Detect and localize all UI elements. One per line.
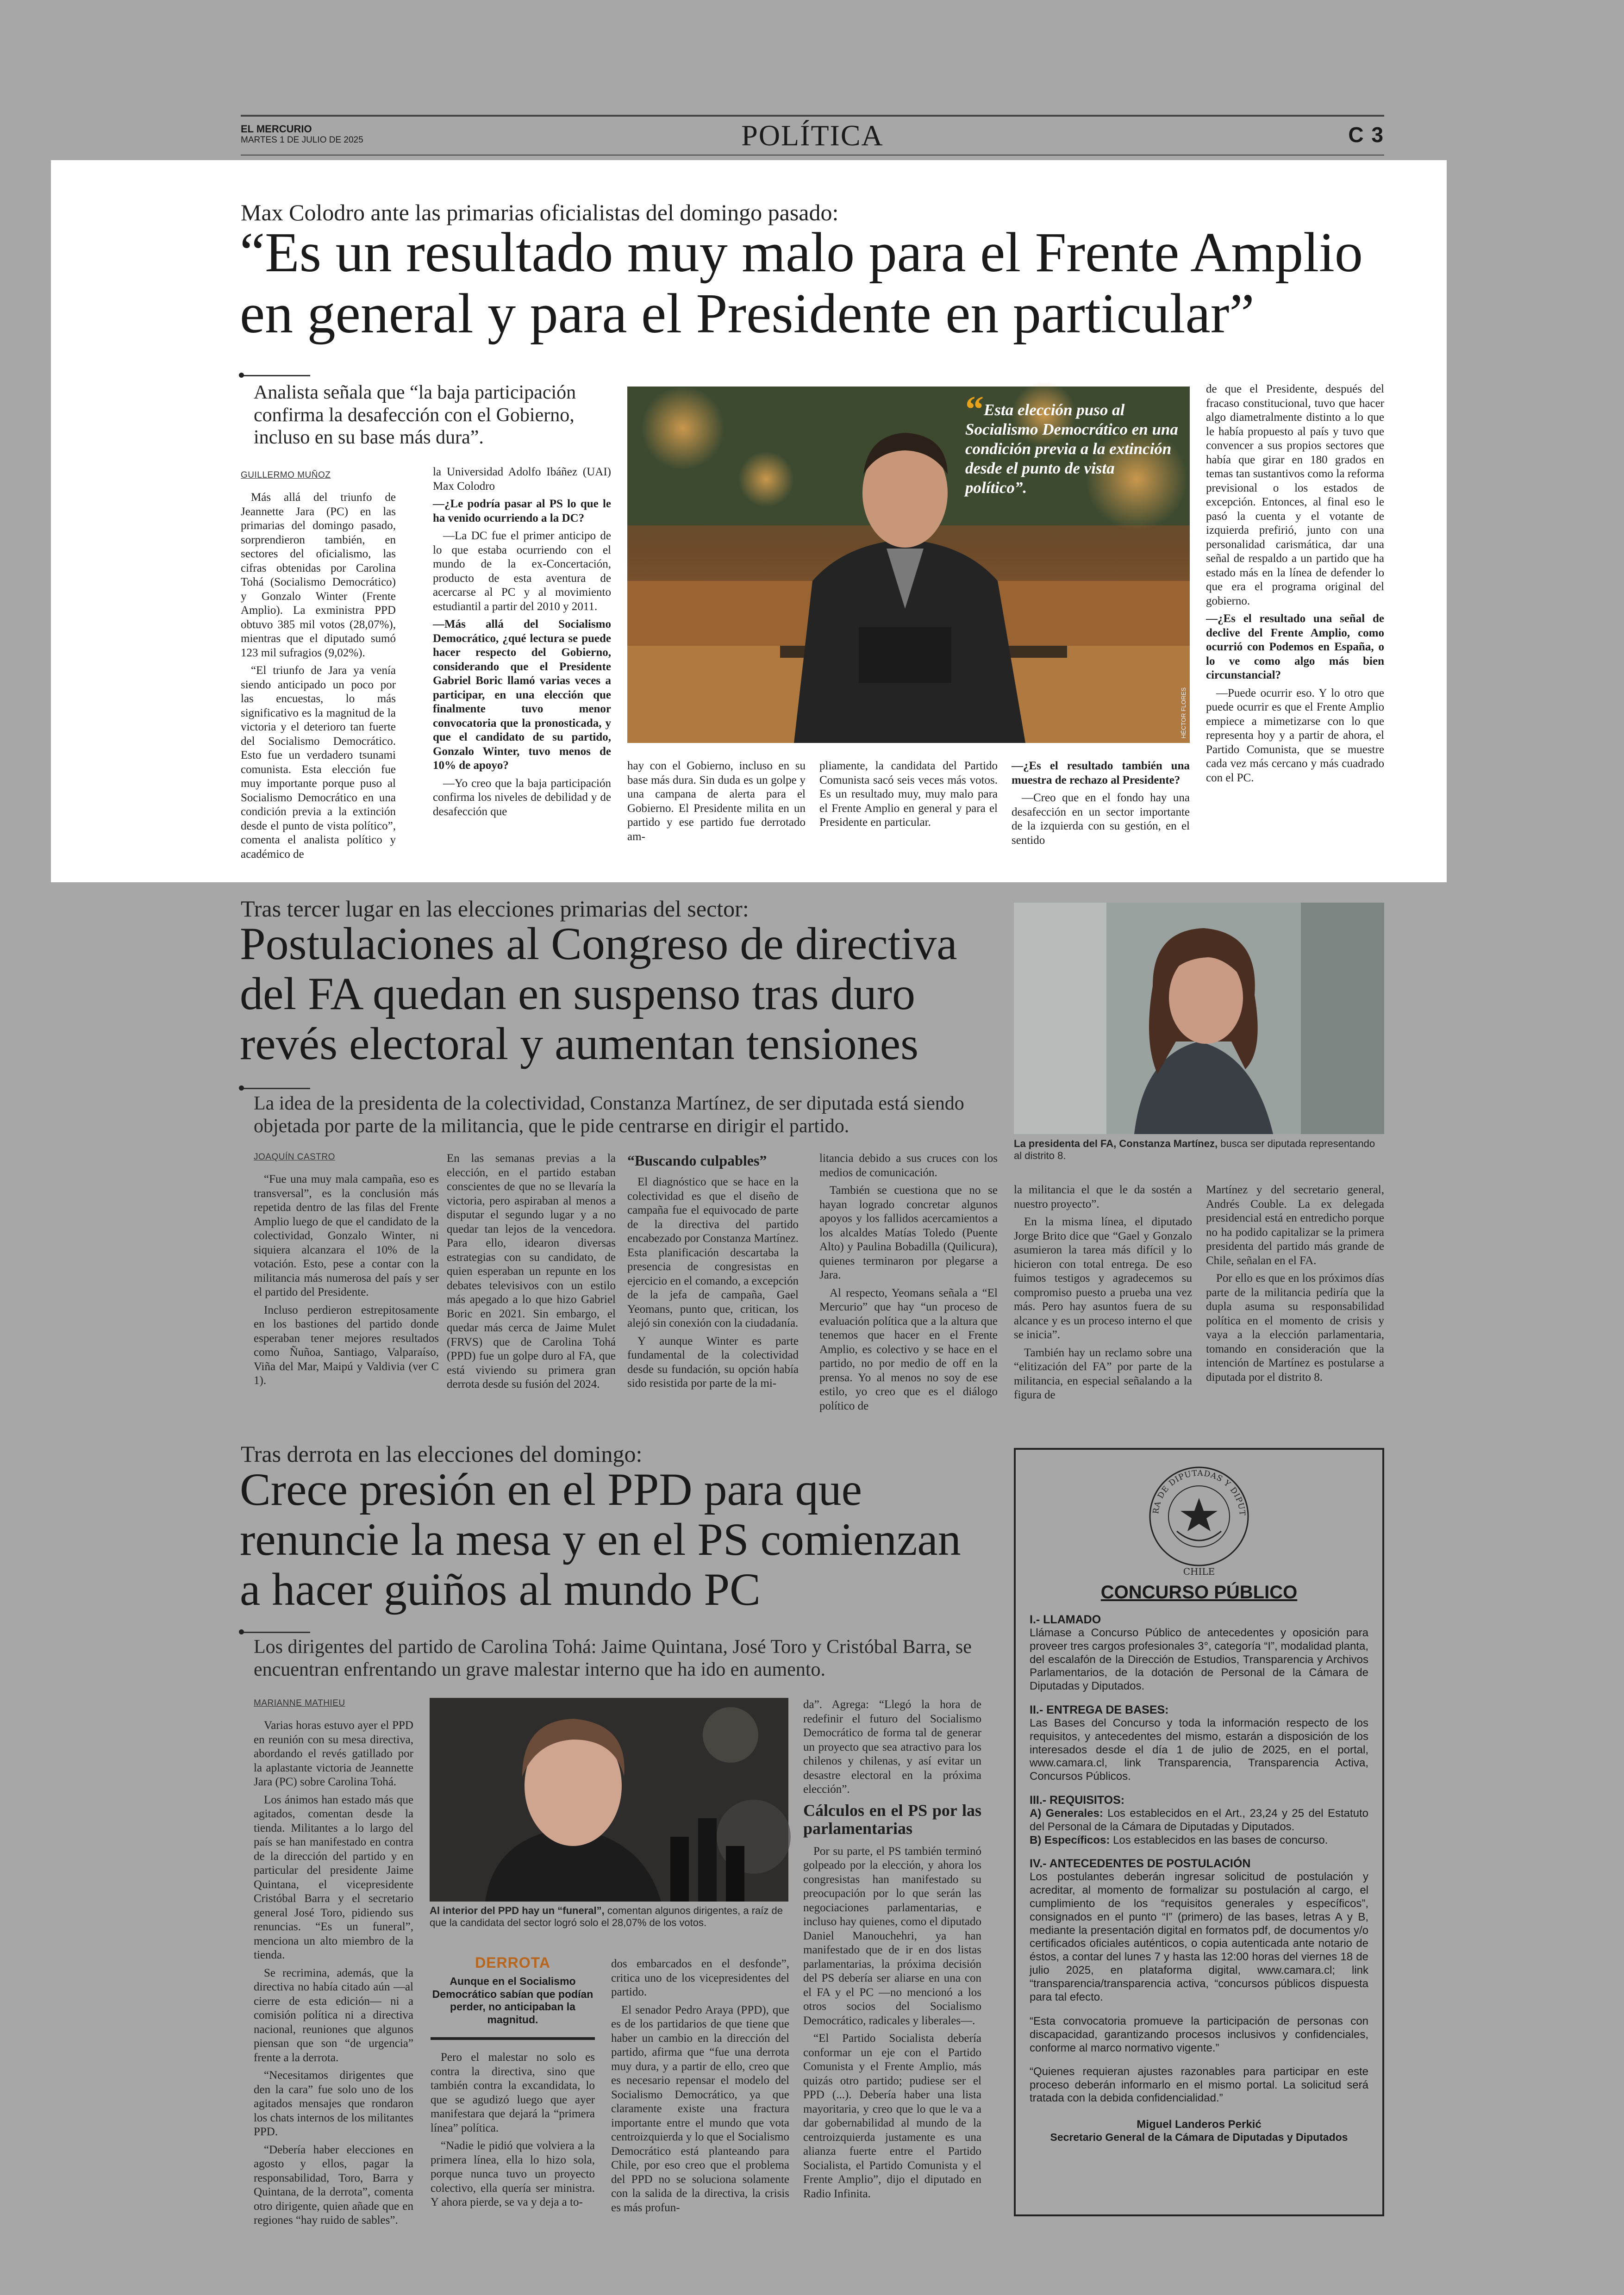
paragraph: En las semanas previas a la elección, en el partido estaban conscientes de que no se llevaría la victoria, pero aspiraban al menos a disputar el segundo lugar y a no quedar tan lejos de la vencedora. Para ello, idearon diversas estrategias con su candidato, de quien esperaban un repunte en los debates televisivos con un estilo más apegado a lo que hizo Gabriel Boric en 2021. Sin embargo, el quedar más cerca de Jaime Mulet (FRVS) que de Carolina Tohá (PPD) fue un golpe duro al FA, que está viviendo su primera gran derrota desde su fusión del 2024. xyxy=(447,1152,616,1391)
article1-col2 xyxy=(433,465,611,849)
paragraph: la Universidad Adolfo Ibáñez (UAI) Max Colodro xyxy=(433,466,611,493)
article2-caption xyxy=(1014,1138,1384,1162)
paragraph: “El triunfo de Jara ya venía siendo anticipado un poco por las encuestas, lo más significativo es la magnitud de la victoria y el deterioro tan fuerte del Socialismo Democrático. Esto fue un verdadero tsunami comunista. Esta elección fue muy importante porque puso al Socialismo Democrático en una condición previa a la extinción desde el punto de vista político”, comenta el analista político y académico de xyxy=(241,664,396,861)
paper-name: EL MERCURIO xyxy=(241,123,312,135)
paragraph: pliamente, la candidata del Partido Comunista sacó seis veces más votos. Es un resultado muy, muy malo para el Frente Amplio en general y para el Presidente en particular. xyxy=(819,760,998,829)
caption-bold: Al interior del PPD hay un “funeral”, xyxy=(430,1905,605,1916)
article3-sidebox xyxy=(431,1954,595,2040)
article2-kicker: Tras tercer lugar en las elecciones primarias del sector: xyxy=(241,896,749,922)
seal-country: CHILE xyxy=(1183,1566,1215,1577)
question: —Más allá del Socialismo Democrático, ¿qué lectura se puede hacer respecto del Gobierno, considerando que el Presidente Gabriel Boric llamó varias veces a participar, en una elección que finalmente tuvo menor convocatoria que la pronosticada, y que el candidato de su partido, Gonzalo Winter, tuvo menos de 10% de apoyo? xyxy=(433,618,611,772)
article1-lead: Analista señala que “la baja participación confirma la desafección con el Gobierno, incluso en su base más dura”. xyxy=(254,382,576,449)
notice-section1-text: Llámase a Concurso Público de antecedentes y oposición para proveer tres cargos profesionales 3°, categoría “I”, modalidad planta, del escalafón de la Dirección de Estudios, Transparencia y Archivos Parlamentarios, de la dotación de Personal de la Cámara de Diputadas y Diputados. xyxy=(1030,1627,1368,1693)
notice-section1-title: I.- LLAMADO xyxy=(1030,1613,1101,1626)
notice-section3-b xyxy=(1030,1834,1368,1847)
question: —¿Es el resultado también una muestra de rechazo al Presidente? xyxy=(1012,760,1190,786)
paragraph: —Creo que en el fondo hay una desafección en un sector importante de la izquierda con su gestión, en el sentido xyxy=(1012,792,1190,847)
notice-signer-title: Secretario General de la Cámara de Diputadas y Diputados xyxy=(1050,2131,1348,2144)
article1-col3 xyxy=(627,759,806,852)
caption-bold: La presidenta del FA, Constanza Martínez, xyxy=(1014,1138,1218,1149)
paragraph: de que el Presidente, después del fracaso constitucional, tuvo que hacer algo diametralmente distinto a lo que le había propuesto al país y tuvo que convencer a sus propios sectores que había que girar en 180 grados en temas tan sustantivos como la reforma previsional o los estados de excepción. Entonces, al final eso le pasó la cuenta y el votante de izquierda prefirió, junto con una personalidad carismática, dar una señal de respaldo a un partido que ha estado más en la línea de defender lo que era el programa original del gobierno. xyxy=(1206,383,1384,607)
paragraph: El senador Pedro Araya (PPD), que es de los partidarios de que tiene que haber un cambio en la dirección del partido, afirma que “fue una derrota muy dura, y a partir de ello, creo que es necesario repensar el modelo del Socialismo Democrático, ya que claramente existe una fractura importante entre el mundo que vota centroizquierda y lo que el Socialismo Democrático está planteando para Chile, por eso creo que el problema del PPD no se soluciona solamente con la salida de la directiva, la crisis es más profun- xyxy=(611,2003,789,2214)
article3-byline: MARIANNE MATHIEU xyxy=(254,1698,345,1708)
sidebox-title: DERROTA xyxy=(475,1954,550,1971)
photo-quote-text: Esta elección puso al Socialismo Democrático en una condición previa a la extinción desde el punto de vista político”. xyxy=(965,401,1178,497)
paragraph: —Yo creo que la baja participación confirma los niveles de debilidad y de desafección que xyxy=(433,777,611,818)
paragraph: “Nadie le pidió que volviera a la primera línea, ella lo hizo sola, porque nunca tuvo un proyecto colectivo, ella quería ser ministra. Y ahora pierde, se va y deja a to- xyxy=(431,2139,595,2208)
article2-headline-line3: revés electoral y aumentan tensiones xyxy=(240,1018,919,1069)
article2-col3 xyxy=(627,1148,799,1411)
notice-section4-title: IV.- ANTECEDENTES DE POSTULACIÓN xyxy=(1030,1857,1251,1871)
paragraph: Incluso perdieron estrepitosamente en los bastiones del partido donde esperaban tener mejores resultados como Ñuñoa, Santiago, Valparaíso, Viña del Mar, Maipú y Valdivia (ver C 1). xyxy=(254,1303,439,1387)
article3-bullet xyxy=(239,1629,244,1634)
article3-kicker: Tras derrota en las elecciones del domingo: xyxy=(241,1441,643,1467)
paragraph: hay con el Gobierno, incluso en su base más dura. Sin duda es un golpe y una campana de alerta para el Gobierno. El Presidente milita en un partido y ese partido fue derrotado am- xyxy=(627,760,806,843)
article3-headline-line3: a hacer guiños al mundo PC xyxy=(240,1564,761,1615)
article1-byline: GUILLERMO MUÑOZ xyxy=(241,470,331,480)
article1-headline-line1: “Es un resultado muy malo para el Frente Amplio xyxy=(240,221,1363,284)
public-notice xyxy=(1014,1448,1384,2216)
chamber-seal xyxy=(1134,1462,1264,1578)
article2-lead: La idea de la presidenta de la colectividad, Constanza Martínez, de ser diputada está siendo objetada por parte de la militancia, que le pide centrarse en dirigir el partido. xyxy=(254,1093,964,1137)
chamber-seal-icon xyxy=(1134,1462,1264,1578)
paragraph: Por ello es que en los próximos días parte de la militancia pediría que la dupla asuma su responsabilidad política en el momento de crisis y vaya a la elección parlamentaria, tomando en consideración que la intención de Martínez es postularse a diputada por el distrito 8. xyxy=(1206,1272,1384,1384)
article1-rule xyxy=(241,375,310,376)
paragraph: “Necesitamos dirigentes que den la cara” fue solo uno de los agitados mensajes que rondaron los chats internos de los militantes PPD. xyxy=(254,2069,413,2139)
paragraph: litancia debido a sus cruces con los medios de comunicación. xyxy=(819,1152,998,1179)
notice-section2-text: Las Bases del Concurso y toda la información respecto de los requisitos, y antecedentes del mismo, estarán a disposición de los interesados desde el día 1 de julio de 2025, en el portal, www.camara.cl, link Transparencia, Transparencia Activa, Concursos Públicos. xyxy=(1030,1716,1368,1783)
article3-col3 xyxy=(611,1957,789,2214)
page-number: C 3 xyxy=(1348,123,1384,147)
paragraph: Varias horas estuvo ayer el PPD en reunión con su mesa directiva, abordando el revés gatillado por la aplastante victoria de Jeannette Jara (PC) sobre Carolina Tohá. xyxy=(254,1719,413,1789)
article2-col2 xyxy=(447,1152,616,1411)
article3-rule xyxy=(241,1632,310,1633)
seal-text: RA DE DIPUTADAS Y DIPUT xyxy=(1151,1468,1247,1516)
paragraph: “Debería haber elecciones en agosto y ellos, pagar la responsabilidad, Toro, Barra y Quintana, de la derrota”, comenta otro dirigente, quien añade que en regiones “hay ruido de sables”. xyxy=(254,2143,413,2227)
paragraph: Y aunque Winter es parte fundamental de la colectividad desde su fundación, su opción había sido resistida por parte de la mi- xyxy=(627,1335,799,1390)
paragraph: En la misma línea, el diputado Jorge Brito dice que “Gael y Gonzalo asumieron la tarea más difícil y lo hicieron con total entrega. De eso fuimos testigos y agradecemos su compromiso puesto a prueba una vez más. Pero hay asuntos fuera de su alcance y es un proceso interno el que se inicia”. xyxy=(1014,1216,1192,1341)
paragraph: También se cuestiona que no se hayan logrado concretar algunos apoyos y los fallidos acercamientos a los alcaldes Matías Toledo (Puente Alto) y Paulina Bobadilla (Quilicura), quienes terminaron por plegarse a Jara. xyxy=(819,1184,998,1281)
paragraph: El diagnóstico que se hace en la colectividad es que el diseño de campaña fue el equivocado de parte de la directiva del partido encabezado por Constanza Martínez. Esta planificación descartaba la presencia de congresistas en ejercicio en el comando, a excepción de la jefa de campaña, Gael Yeomans, punto que, critican, los alejó sin conexión con la ciudadanía. xyxy=(627,1176,799,1330)
paragraph: da”. Agrega: “Llegó la hora de redefinir el futuro del Socialismo Democrático de forma tal de generar un proyecto que sea atractivo para los chilenos y chilenas, y así evitar un desastre electoral en la próxima elección”. xyxy=(803,1698,981,1796)
article3-lead: Los dirigentes del partido de Carolina Tohá: Jaime Quintana, José Toro y Cristóbal Barra, se encuentran enfrentando un grave malestar interno que ha ido en aumento. xyxy=(254,1636,972,1680)
sidebox-text: Aunque en el Socialismo Democrático sabían que podían perder, no anticipaban la magnitud. xyxy=(432,1975,593,2026)
notice-signer: Miguel Landeros Perkić xyxy=(1137,2118,1262,2131)
paragraph: —Puede ocurrir eso. Y lo otro que puede ocurrir es que el Frente Amplio empiece a mimetizarse con lo que representa hoy y a partir de ahora, el Partido Comunista, que se muestre cada vez más cercano y más cuadrado con el PC. xyxy=(1206,686,1384,784)
notice-quote2: “Quienes requieran ajustes razonables para participar en este proceso deberán informarlo en el mismo portal. La solicitud será tratada con la debida confidencialidad.” xyxy=(1030,2065,1368,2105)
paragraph: Al respecto, Yeomans señala a “El Mercurio” que hay “un proceso de evaluación política que a la altura que tenemos que hacer en el Frente Amplio, es colectivo y se hace en el partido, no por medio de off en la prensa. Yo al menos no soy de ese estilo, yo creo que es el diálogo político de xyxy=(819,1286,998,1412)
article2-byline: JOAQUÍN CASTRO xyxy=(254,1152,335,1162)
paragraph: “Fue una muy mala campaña, eso es transversal”, es la conclusión más repetida dentro de las filas del Frente Amplio luego de que el candidato de la colectividad, Gonzalo Winter, ni siquiera alcanzara el 10% de la votación. Esto, pese a contar con la militancia más numerosa del país y ser el partido del Presidente. xyxy=(254,1173,439,1299)
article2-col5 xyxy=(1014,1183,1192,1411)
article1-headline-line2: en general y para el Presidente en particular” xyxy=(240,282,1255,345)
notice-quote1: “Esta convocatoria promueve la participación de personas con discapacidad, garantizando procesos inclusivos y confidenciales, conforme al marco normativo vigente.” xyxy=(1030,2015,1368,2054)
caption-text: comentan algunos dirigentes, a raíz de que la candidata del sector logró solo el 28,07% de los votos. xyxy=(430,1905,783,1929)
photo-credit: HÉCTOR FLORES xyxy=(1180,687,1187,738)
article2-photo xyxy=(1014,903,1384,1134)
quote-mark-icon: “ xyxy=(965,389,984,430)
article3-headline-line2: renuncie la mesa y en el PS comienzan xyxy=(240,1514,961,1565)
article3-photo xyxy=(430,1698,788,1902)
article2-col6 xyxy=(1206,1183,1384,1411)
notice-section4-text: Los postulantes deberán ingresar solicitud de postulación y acreditar, al momento de formalizar su postulación al cargo, el cumplimiento de los “requisitos generales y específicos”, consignados en el punto “I” (primero) de las bases, letras A y B, mediante la presentación digital en formatos pdf, de documentos y/o certificados oficiales auténticos, o copia autenticada ante notario de éstos, a contar del lunes 7 y hasta las 12:00 horas del viernes 18 de julio 2025, en plataforma digital, www.camara.cl; link “transparencia/transparencia activa, “concursos públicos dispuesta para tal efecto. xyxy=(1030,1871,1368,2003)
notice-section3-title: III.- REQUISITOS: xyxy=(1030,1793,1125,1807)
article2-col1 xyxy=(254,1152,439,1411)
article2-headline-line2: del FA quedan en suspenso tras duro xyxy=(240,968,916,1019)
photo-credit xyxy=(1376,1129,1382,1130)
caption-text: busca ser diputada representando al distrito 8. xyxy=(1014,1138,1375,1162)
paragraph: Se recrimina, además, que la directiva no había citado aún —al cierre de esta edición— ni a comisión política ni a directiva nacional, reuniones que algunos piensan que son “de urgencia” frente a la derrota. xyxy=(254,1966,413,2064)
portrait-photo xyxy=(1014,903,1384,1134)
photo-quote xyxy=(965,389,1178,498)
section-title: POLÍTICA xyxy=(741,119,884,152)
text: Los establecidos en el Art., 23,24 y 25 del Estatuto del Personal de la Cámara de Diputadas y Diputados. xyxy=(1030,1807,1368,1833)
article3-headline xyxy=(240,1465,1027,1615)
question: —¿Es el resultado una señal de declive del Frente Amplio, como ocurrió con Podemos en España, o lo ve como algo más bien circunstancial? xyxy=(1206,612,1384,681)
article2-subhead: “Buscando culpables” xyxy=(627,1152,767,1169)
notice-section3-a xyxy=(1030,1807,1368,1834)
article2-headline-line1: Postulaciones al Congreso de directiva xyxy=(240,918,957,969)
article3-col1 xyxy=(254,1698,413,2227)
paragraph: la militancia el que le da sostén a nuestro proyecto”. xyxy=(1014,1184,1192,1210)
question: —¿Le podría pasar al PS lo que le ha venido ocurriendo a la DC? xyxy=(433,498,611,524)
issue-date: MARTES 1 DE JULIO DE 2025 xyxy=(241,135,363,145)
article2-col4 xyxy=(819,1152,998,1411)
notice-section2-title: II.- ENTREGA DE BASES: xyxy=(1030,1703,1169,1716)
paragraph: —La DC fue el primer anticipo de lo que estaba ocurriendo con el mundo de la ex-Concertación, producto de esta aventura de acercarse al PC y al movimiento estudiantil a partir del 2010 y 2011. xyxy=(433,530,611,613)
article3-col2 xyxy=(431,2051,595,2208)
article2-bullet xyxy=(239,1085,244,1091)
article3-subhead: Cálculos en el PS por las parlamentarias xyxy=(803,1801,981,1838)
paragraph: Pero el malestar no solo es contra la directiva, sino que también contra la excandidata, lo que se agudizó luego que ayer manifestara que dejará la “primera línea” política. xyxy=(431,2051,595,2134)
article1-col1 xyxy=(241,470,396,861)
article2-headline xyxy=(240,919,1027,1069)
portrait-photo xyxy=(430,1698,788,1902)
article1-photo xyxy=(627,387,1190,743)
paragraph: Los ánimos han estado más que agitados, comentan desde la tienda. Militantes a lo largo del país se han manifestado en contra de la dirección del partido y en particular del presidente Jaime Quintana, el vicepresidente Cristóbal Barra y el secretario general José Toro, pidiendo sus renuncias. “Es un funeral”, menciona un alto miembro de la tienda. xyxy=(254,1793,413,1962)
masthead xyxy=(241,115,1384,156)
article2-rule xyxy=(241,1088,310,1089)
article3-caption xyxy=(430,1905,788,1929)
article3-headline-line1: Crece presión en el PPD para que xyxy=(240,1464,862,1515)
article1-col6 xyxy=(1206,382,1384,850)
article1-bullet xyxy=(239,373,244,378)
article1-kicker: Max Colodro ante las primarias oficialistas del domingo pasado: xyxy=(241,200,839,225)
label: A) Generales: xyxy=(1030,1807,1103,1820)
paragraph: dos embarcados en el desfonde”, critica uno de los vicepresidentes del partido. xyxy=(611,1958,789,1998)
article1-col5 xyxy=(1012,759,1190,852)
text: Los establecidos en las bases de concurso. xyxy=(1113,1834,1328,1846)
paragraph: También hay un reclamo sobre una “elitización del FA” por parte de la militancia, en especial señalando a la figura de xyxy=(1014,1346,1192,1401)
article3-col4 xyxy=(803,1698,981,2200)
article1-headline xyxy=(240,222,1388,344)
article1-col4 xyxy=(819,759,998,852)
paragraph: “El Partido Socialista debería conformar un eje con el Partido Comunista y el Frente Amplio, más quizás otro partido; pudiese ser el PPD (...). Debería haber una lista mayoritaria, y creo que lo que le va a dar gobernabilidad al mundo de la centroizquierda justamente es una alianza fuerte entre el Partido Socialista, el Partido Comunista y el Frente Amplio”, dijo el diputado en Radio Infinita. xyxy=(803,2032,981,2200)
notice-title: CONCURSO PÚBLICO xyxy=(1100,1582,1298,1603)
paragraph: Martínez y del secretario general, Andrés Couble. La ex delegada presidencial está en entredicho porque no ha podido capitalizar se la primera presidenta del partido más grande de Chile, señalan en el FA. xyxy=(1206,1184,1384,1267)
paragraph: Por su parte, el PS también terminó golpeado por la elección, y ahora los congresistas han manifestado su preocupación por lo que serán las negociaciones parlamentarias, e incluso hay quienes, como el diputado Daniel Manouchehri, ya han manifestado que de ir en dos listas parlamentarias, la próxima decisión del PS debería ser aliarse en una con el FA y el PC —no mencionó a los otros socios del Socialismo Democrático, radicales y liberales—. xyxy=(803,1845,981,2027)
label: B) Específicos: xyxy=(1030,1834,1110,1846)
paragraph: Más allá del triunfo de Jeannette Jara (PC) en las primarias del domingo pasado, sorprendieron también, en sectores del oficialismo, las cifras obtenidas por Carolina Tohá (Socialismo Democrático) y Gonzalo Winter (Frente Amplio). La exministra PPD obtuvo 385 mil votos (28,07%), mientras que el diputado sumó 123 mil sufragios (9,02%). xyxy=(241,491,396,659)
